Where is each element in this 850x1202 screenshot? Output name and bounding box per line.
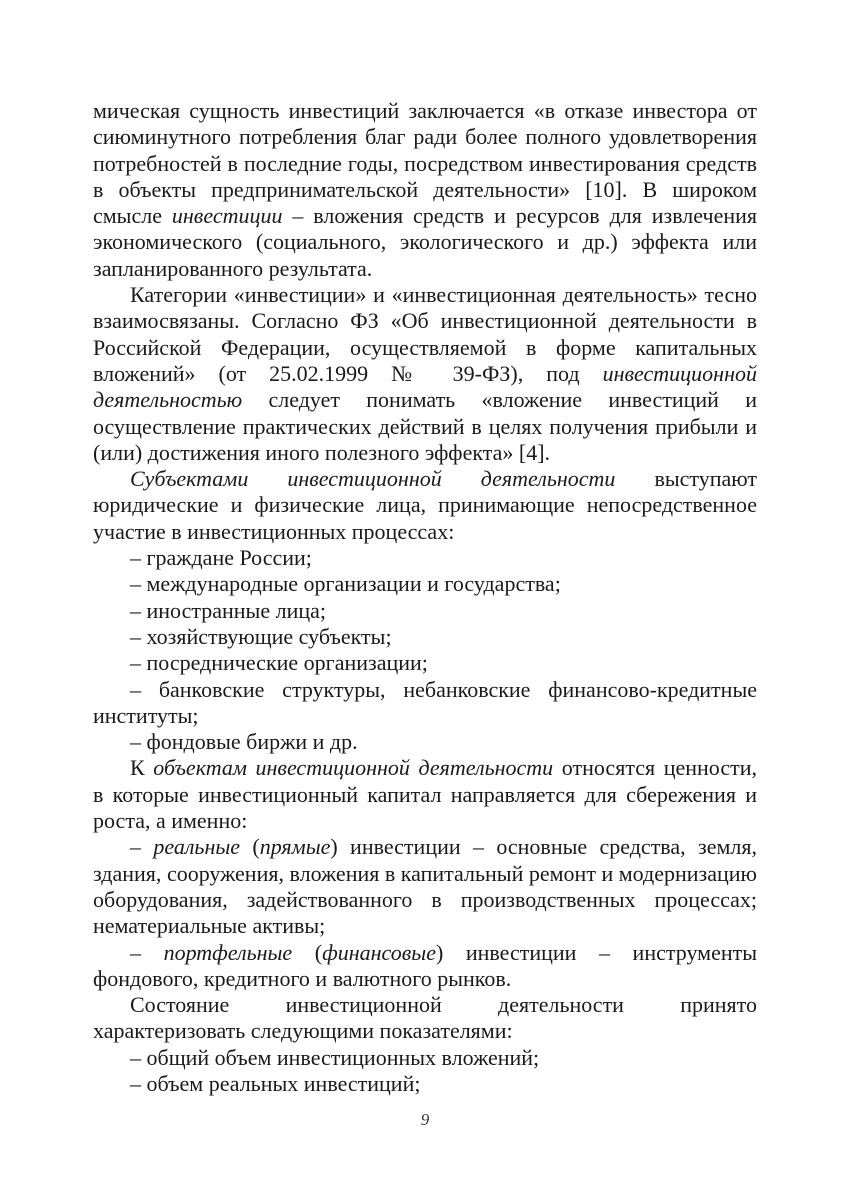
document-page [93, 98, 757, 1097]
term-objects: объектам инвестиционной деятельности [153, 755, 554, 781]
term-investment-activity: инвестиционной деятельностью [93, 360, 757, 413]
page-number: 9 [420, 1110, 430, 1129]
list-item: – хозяйствующие субъекты; [130, 623, 392, 649]
list-item: – граждане России; [130, 545, 312, 571]
paragraph-investment-activity: Категории «инвестиции» и «инвестиционная деятельность» тесно взаимосвязаны. Согласно ФЗ «Об инвестиционной деятельности в Российской Федерации, осуществляемой в форме капитальных вложений» (от 25.02.1999 № 39-ФЗ), под инвестиционной деятельностью следует понимать «вложение инвестиций и осуществление практических действий в целях получения прибыли и (или) достижения иного полезного эффекта» [4]. [93, 282, 757, 465]
list-item-real-investments: – реальные (прямые) инвестиции – основные средства, земля, здания, сооружения, вложения в капитальный ремонт и модернизацию оборудования, задействованного в производственных процессах; нематериальные активы; [93, 834, 758, 939]
list-item: – международные организации и государства; [130, 571, 561, 597]
list-item: – банковские структуры, небанковские финансово-кредитные институты; [93, 676, 757, 728]
paragraph-investment-essence: мическая сущность инвестиций заключается «в отказе инвестора от сиюминутного потребления благ ради более полного удовлетворения потребностей в последние годы, посредством инвестирования средств в объекты предпринимательской деятельности» [10]. В широком смысле инвестиции – вложения средств и ресурсов для извлечения экономического (социального, экологического и др.) эффекта или запланированного результата. [93, 98, 757, 281]
list-item: – иностранные лица; [130, 597, 327, 623]
paragraph-subjects: Субъектами инвестиционной деятельности выступают юридические и физические лица, принимающие непосредственное участие в инвестиционных процессах: [93, 466, 757, 544]
term-investments: инвестиции [171, 203, 283, 229]
list-item: – фондовые биржи и др. [130, 729, 358, 755]
list-item-portfolio-investments: – портфельные (финансовые) инвестиции – инструменты фондового, кредитного и валютного рынков. [93, 939, 758, 991]
term-subjects: Субъектами инвестиционной деятельности [130, 466, 616, 492]
list-item: – посреднические организации; [130, 650, 428, 676]
list-item: – объем реальных инвестиций; [130, 1070, 421, 1096]
paragraph-objects: К объектам инвестиционной деятельности относятся ценности, в которые инвестиционный капитал направляется для сбережения и роста, а именно: [93, 755, 757, 834]
paragraph-indicators: Состояние инвестиционной деятельности принято характеризовать следующими показателями: [93, 992, 757, 1044]
list-item: – общий объем инвестиционных вложений; [130, 1044, 540, 1070]
